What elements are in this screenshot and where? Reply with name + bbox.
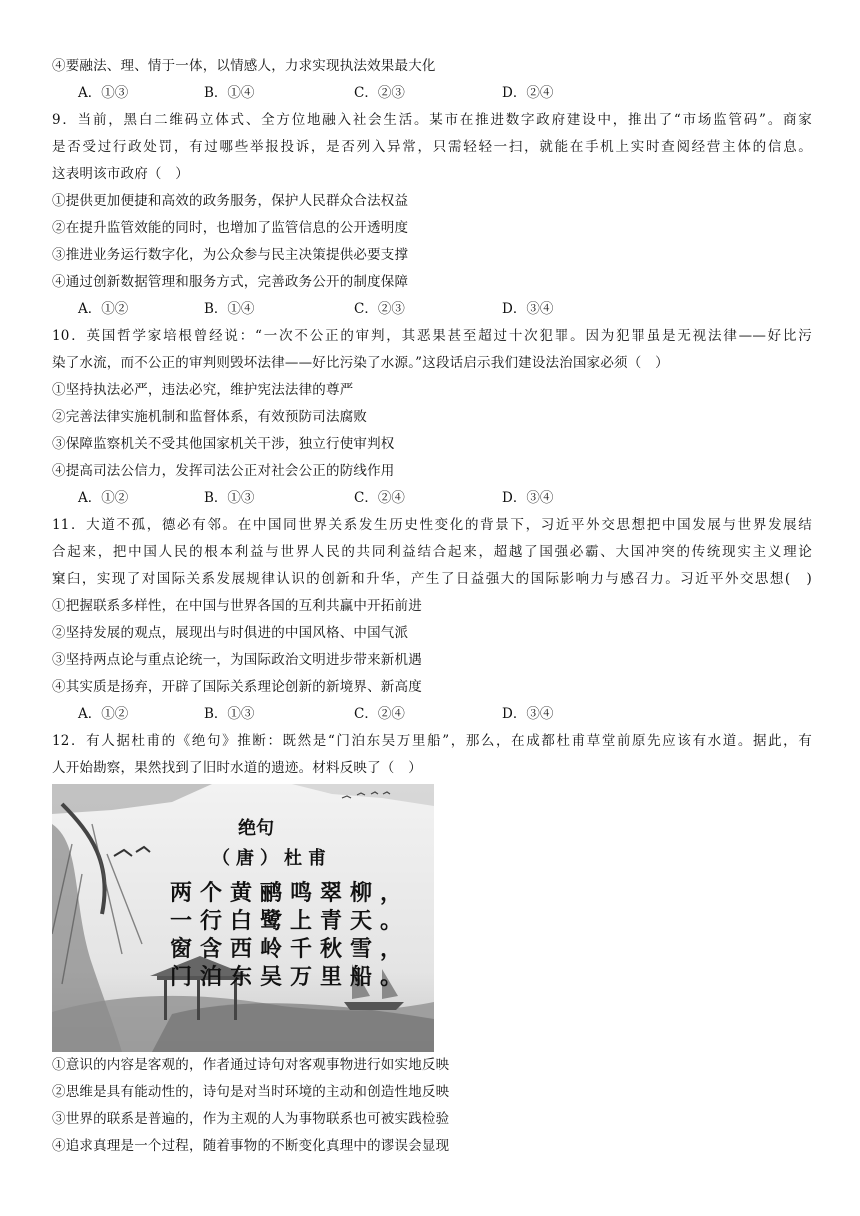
q10-item-3: ③保障监察机关不受其他国家机关干涉，独立行使审判权 <box>52 436 395 452</box>
q10-item-2: ②完善法律实施机制和监督体系，有效预防司法腐败 <box>52 409 368 425</box>
q11-option-a: A．①② <box>78 706 129 722</box>
q9-item-1: ①提供更加便捷和高效的政务服务，保护人民群众合法权益 <box>52 193 409 209</box>
q12-item-3: ③世界的联系是普遍的，作为主观的人为事物联系也可被实践检验 <box>52 1111 450 1127</box>
q9-item-2: ②在提升监管效能的同时，也增加了监管信息的公开透明度 <box>52 220 409 236</box>
q11-stem-line-2: 合起来，把中国人民的根本利益与世界人民的共同利益结合起来，超越了国强必霸、大国冲突的传统现实主义理论 <box>52 544 812 560</box>
q10-item-1: ①坚持执法必严，违法必究，维护宪法法律的尊严 <box>52 382 354 398</box>
q12-stem-line-2: 人开始勘察，果然找到了旧时水道的遗迹。材料反映了（ ） <box>52 760 422 776</box>
q9-option-b: B．①④ <box>204 301 255 317</box>
q9-stem-line-3: 这表明该市政府（ ） <box>52 166 189 182</box>
q10-stem-line-1: 10．英国哲学家培根曾经说：“一次不公正的审判，其恶果甚至超过十次犯罪。因为犯罪虽是无视法律——好比污 <box>52 328 812 344</box>
poem-line-3: 窗含西岭千秋雪， <box>170 937 411 962</box>
q9-item-3: ③推进业务运行数字化，为公众参与民主决策提供必要支撑 <box>52 247 409 263</box>
poem-illustration <box>52 784 434 1052</box>
q12-item-4: ④追求真理是一个过程，随着事物的不断变化真理中的谬误会显现 <box>52 1138 450 1154</box>
q11-option-c: C．②④ <box>354 706 405 722</box>
q10-item-4: ④提高司法公信力，发挥司法公正对社会公正的防线作用 <box>52 463 395 479</box>
q9-stem-line-1: 9．当前，黑白二维码立体式、全方位地融入社会生活。某市在推进数字政府建设中，推出了“市场监管码”。商家 <box>52 112 812 128</box>
q10-option-c: C．②④ <box>354 490 405 506</box>
q12-item-1: ①意识的内容是客观的，作者通过诗句对客观事物进行如实地反映 <box>52 1057 450 1073</box>
poem-line-1: 两个黄鹂鸣翠柳， <box>170 881 411 906</box>
q8-option-d: D．②④ <box>502 85 554 101</box>
q12-stem-line-1: 12．有人据杜甫的《绝句》推断：既然是“门泊东吴万里船”，那么，在成都杜甫草堂前原先应该有水道。据此，有 <box>52 733 812 749</box>
q11-item-4: ④其实质是扬弃，开辟了国际关系理论创新的新境界、新高度 <box>52 679 422 695</box>
q9-option-d: D．③④ <box>502 301 554 317</box>
q10-option-a: A．①② <box>78 490 129 506</box>
poem-line-4: 门泊东吴万里船。 <box>170 965 411 990</box>
q11-stem-line-1: 11．大道不孤，德必有邻。在中国同世界关系发生历史性变化的背景下，习近平外交思想把中国发展与世界发展结 <box>52 517 812 533</box>
q9-option-a: A．①② <box>78 301 129 317</box>
q11-option-d: D．③④ <box>502 706 554 722</box>
q11-stem-line-3: 窠臼，实现了对国际关系发展规律认识的创新和升华，产生了日益强大的国际影响力与感召力。习近平外交思想( ) <box>52 571 812 587</box>
q8-option-c: C．②③ <box>354 85 405 101</box>
poem-title: 绝句 <box>238 818 274 839</box>
q9-option-c: C．②③ <box>354 301 405 317</box>
q8-item-4: ④要融法、理、情于一体，以情感人，力求实现执法效果最大化 <box>52 58 436 74</box>
q11-item-1: ①把握联系多样性，在中国与世界各国的互利共赢中开拓前进 <box>52 598 422 614</box>
poem-line-2: 一行白鹭上青天。 <box>170 909 411 934</box>
q12-item-2: ②思维是具有能动性的，诗句是对当时环境的主动和创造性地反映 <box>52 1084 450 1100</box>
q10-option-b: B．①③ <box>204 490 255 506</box>
q8-option-b: B．①④ <box>204 85 255 101</box>
q10-stem-line-2: 染了水流，而不公正的审判则毁坏法律——好比污染了水源。”这段话启示我们建设法治国家必须（ ） <box>52 355 669 371</box>
q11-option-b: B．①③ <box>204 706 255 722</box>
q8-option-a: A．①③ <box>78 85 129 101</box>
q10-option-d: D．③④ <box>502 490 554 506</box>
q9-stem-line-2: 是否受过行政处罚，有过哪些举报投诉，是否列入异常，只需轻轻一扫，就能在手机上实时查阅经营主体的信息。 <box>52 139 812 155</box>
poem-author: （唐）杜甫 <box>212 848 332 869</box>
q11-item-3: ③坚持两点论与重点论统一，为国际政治文明进步带来新机遇 <box>52 652 422 668</box>
q9-item-4: ④通过创新数据管理和服务方式，完善政务公开的制度保障 <box>52 274 409 290</box>
q11-item-2: ②坚持发展的观点，展现出与时俱进的中国风格、中国气派 <box>52 625 409 641</box>
